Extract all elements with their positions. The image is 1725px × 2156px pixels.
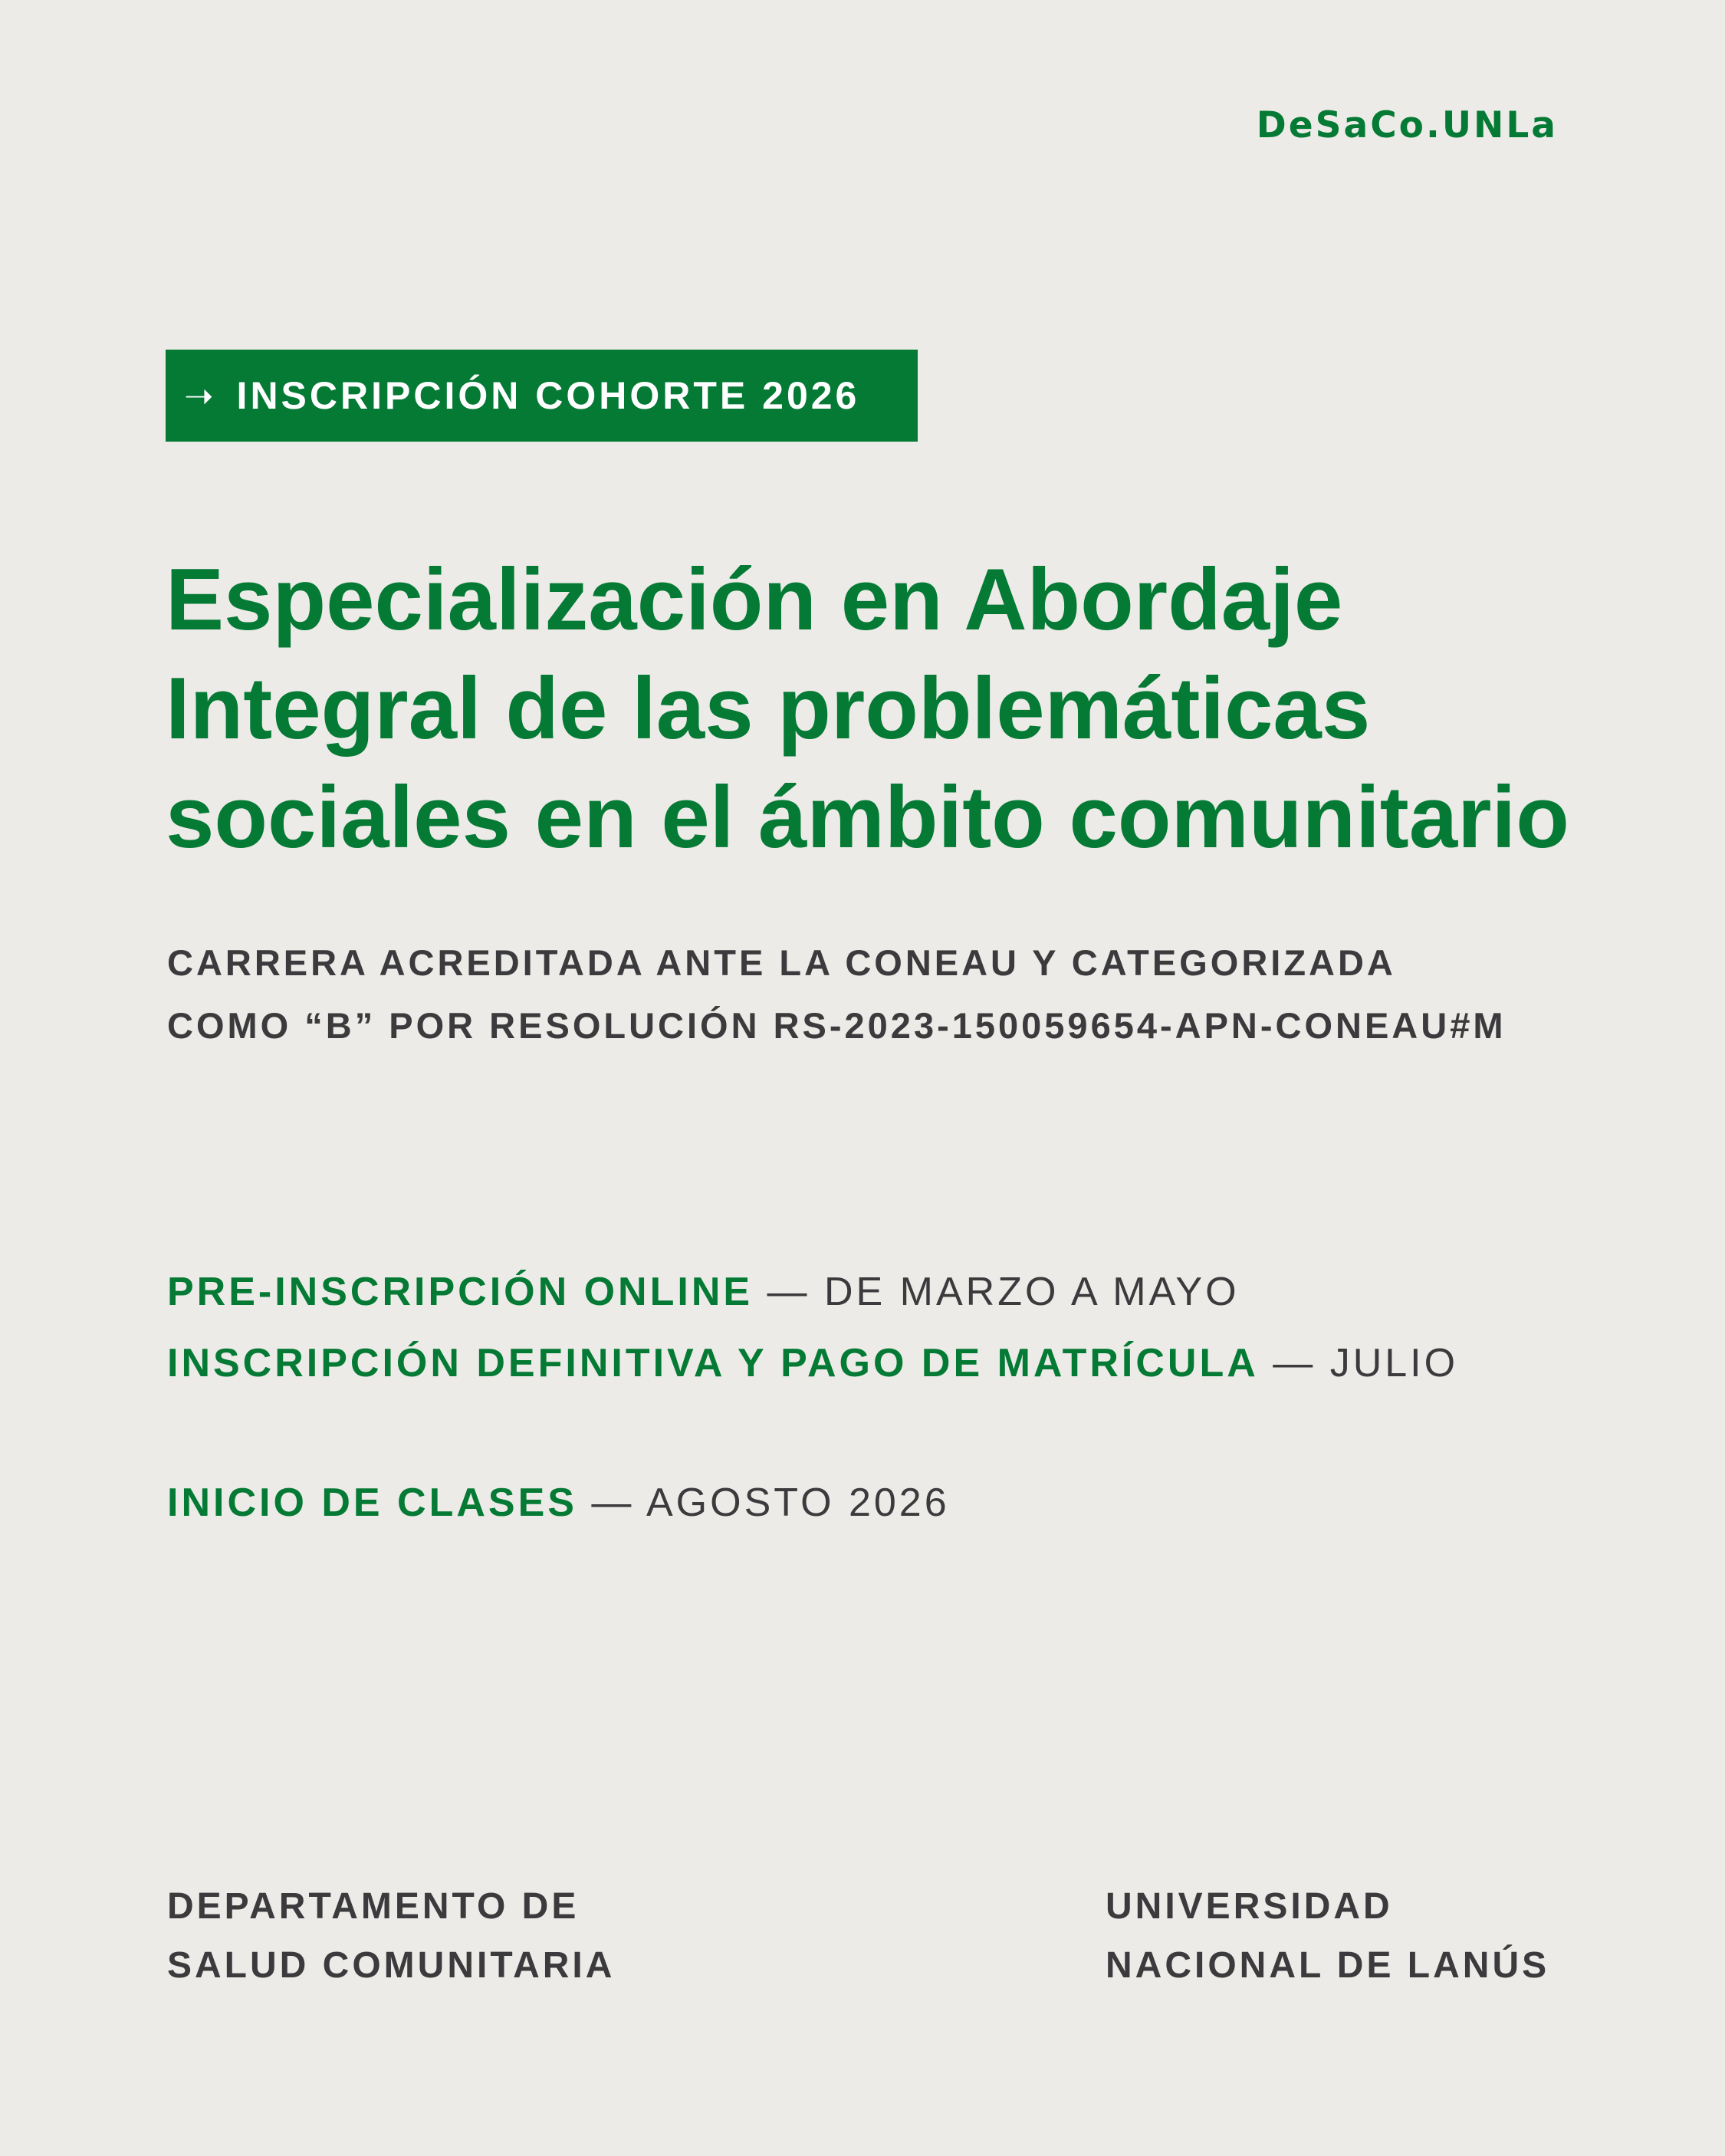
department-line: SALUD COMUNITARIA (167, 1945, 616, 1986)
accreditation-note (167, 932, 1585, 1057)
department-line: DEPARTAMENTO DE (167, 1886, 580, 1927)
schedule-definitive-registration: INSCRIPCIÓN DEFINITIVA Y PAGO DE MATRÍCULA — JULIO (167, 1341, 1459, 1385)
schedule-classes-start: INICIO DE CLASES — AGOSTO 2026 (167, 1481, 950, 1525)
schedule-preinscription: PRE-INSCRIPCIÓN ONLINE — DE MARZO A MAYO (167, 1270, 1240, 1314)
program-title-line: sociales en el ámbito comunitario (166, 769, 1569, 866)
schedule-value: DE MARZO A MAYO (823, 1270, 1240, 1314)
department-name (167, 1877, 615, 1995)
accreditation-line: COMO “B” POR RESOLUCIÓN RS-2023-150059654-APN-CONEAU#M (167, 1005, 1506, 1046)
schedule-label: INICIO DE CLASES (167, 1481, 577, 1525)
university-line: UNIVERSIDAD (1106, 1886, 1393, 1927)
schedule-label: INSCRIPCIÓN DEFINITIVA Y PAGO DE MATRÍCULA (167, 1341, 1259, 1385)
program-title-line: Especialización en Abordaje (166, 551, 1343, 649)
program-title-line: Integral de las problemáticas (166, 660, 1371, 758)
program-title (166, 546, 1584, 873)
arrow-right-icon: ➝ (184, 376, 217, 416)
schedule-label: PRE-INSCRIPCIÓN ONLINE (167, 1270, 754, 1314)
university-name (1106, 1877, 1549, 1995)
brand-logo-text: DeSaCo.UNLa (1256, 104, 1558, 146)
schedule-value: AGOSTO 2026 (646, 1481, 950, 1525)
university-line: NACIONAL DE LANÚS (1106, 1945, 1550, 1986)
cohort-badge-label: INSCRIPCIÓN COHORTE 2026 (236, 374, 860, 417)
schedule-value: JULIO (1329, 1341, 1459, 1385)
cohort-badge (166, 350, 918, 442)
accreditation-line: CARRERA ACREDITADA ANTE LA CONEAU Y CATEGORIZADA (167, 942, 1396, 983)
